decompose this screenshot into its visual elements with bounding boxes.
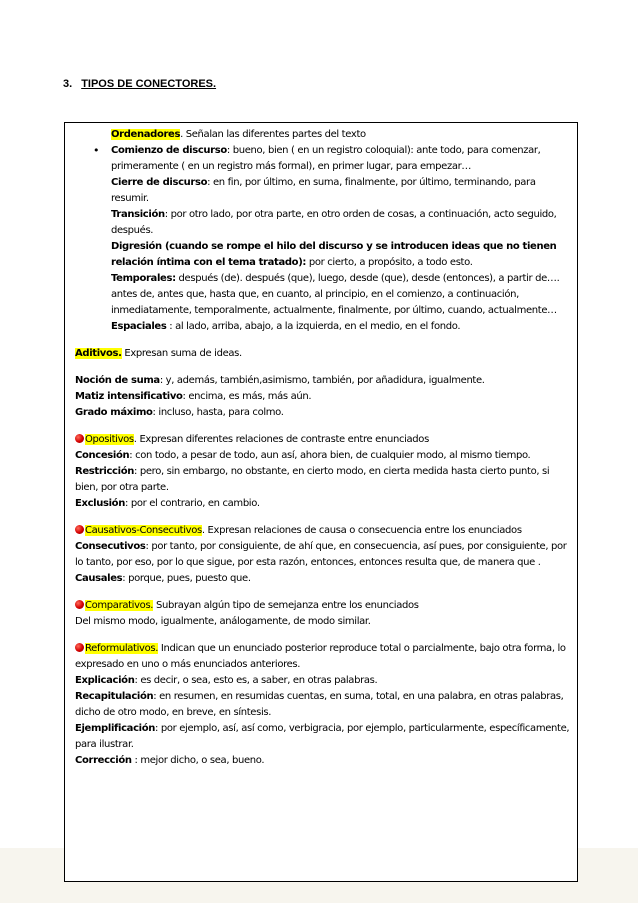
comparativos-header [75, 598, 575, 614]
item-text: : al lado, arriba, abajo, a la izquierda, en el medio, en el fondo. [166, 321, 461, 332]
item-term: Consecutivos [75, 541, 146, 552]
aditivos-desc: Expresan suma de ideas. [121, 348, 242, 359]
aditivos-item [75, 405, 575, 421]
item-term: Matiz intensificativo [75, 391, 183, 402]
item-term: Noción de suma [75, 375, 160, 386]
ordenadores-item [75, 175, 575, 207]
item-text: : en fin, por último, en suma, finalmente, por último, terminando, para resumir. [111, 177, 536, 204]
item-text: : por ejemplo, así, así como, verbigracia, por ejemplo, particularmente, específicamente, para ilustrar. [75, 723, 570, 750]
reformulativos-desc: Indican que un enunciado posterior reproduce total o parcialmente, bajo otra forma, lo expresado en uno o más enunciados anteriores. [75, 643, 566, 670]
opositivos-header [75, 432, 575, 448]
item-text: : mejor dicho, o sea, bueno. [131, 755, 265, 766]
ordenadores-desc: . Señalan las diferentes partes del texto [180, 129, 366, 140]
ordenadores-item [75, 239, 575, 271]
item-term: Exclusión [75, 498, 125, 509]
red-ball-bullet-icon [75, 643, 84, 652]
item-text: : bueno, bien ( en un registro coloquial): ante todo, para comenzar, primeramente ( en un registro más formal), en primer lugar, para empezar… [111, 145, 541, 172]
aditivos-header [75, 346, 575, 362]
red-ball-bullet-icon [75, 434, 84, 443]
causativos-item [75, 539, 575, 571]
opositivos-item [75, 464, 575, 496]
opositivos-desc: . Expresan diferentes relaciones de contraste entre enunciados [133, 434, 429, 445]
ordenadores-header [75, 127, 575, 143]
ordenadores-label: Ordenadores [111, 129, 181, 140]
item-text: : por otro lado, por otra parte, en otro orden de cosas, a continuación, acto seguido, después. [111, 209, 557, 236]
ordenadores-item [75, 143, 575, 175]
item-term: Cierre de discurso [111, 177, 208, 188]
reformulativos-item [75, 673, 575, 689]
opositivos-item [75, 448, 575, 464]
opositivos-label: Opositivos [85, 434, 134, 445]
connectors-content [75, 127, 575, 769]
item-term: Comienzo de discurso [111, 145, 227, 156]
item-text: : porque, pues, puesto que. [122, 573, 251, 584]
item-term: Restricción [75, 466, 134, 477]
item-text: : es decir, o sea, esto es, a saber, en otras palabras. [134, 675, 378, 686]
item-term: Recapitulación [75, 691, 154, 702]
causativos-item [75, 571, 575, 587]
ordenadores-item [75, 319, 575, 335]
item-term: Espaciales [111, 321, 167, 332]
item-term: Causales [75, 573, 123, 584]
comparativos-desc: Subrayan algún tipo de semejanza entre los enunciados [153, 600, 419, 611]
item-text: : encima, es más, más aún. [182, 391, 312, 402]
item-term: Grado máximo [75, 407, 153, 418]
section-title: TIPOS DE CONECTORES. [81, 78, 217, 90]
reformulativos-item [75, 721, 575, 753]
section-number: 3. [63, 78, 73, 90]
ordenadores-item [75, 207, 575, 239]
aditivos-item [75, 373, 575, 389]
comparativos-line: Del mismo modo, igualmente, análogamente, de modo similar. [75, 616, 371, 627]
item-text: después (de). después (que), luego, desde (que), desde (entonces), a partir de…. antes de, antes que, hasta que, en cuanto, al principio, en el comienzo, a continuación, inmediatamente, temporalmente, actualmente, finalmente, por último, cuando, actualmente… [111, 273, 560, 316]
item-text: : con todo, a pesar de todo, aun así, ahora bien, de cualquier modo, al mismo tiempo. [129, 450, 531, 461]
item-text: : por tanto, por consiguiente, de ahí que, en consecuencia, así pues, por consiguiente, por lo tanto, por eso, por lo que sigue, por esta razón, entonces, entonces resulta que, de manera que . [75, 541, 567, 568]
red-ball-bullet-icon [75, 600, 84, 609]
item-text: : pero, sin embargo, no obstante, en cierto modo, en cierta medida hasta cierto punto, si bien, por otra parte. [75, 466, 550, 493]
item-term: Temporales: [111, 273, 176, 284]
connectors-box [64, 122, 578, 882]
causativos-label: Causativos-Consecutivos [85, 525, 202, 536]
reformulativos-item [75, 689, 575, 721]
section-heading [63, 78, 216, 90]
item-text: : por el contrario, en cambio. [124, 498, 260, 509]
item-text: : en resumen, en resumidas cuentas, en suma, total, en una palabra, en otras palabras, dicho de otro modo, en breve, en síntesis. [75, 691, 564, 718]
reformulativos-item [75, 753, 575, 769]
item-term: Ejemplificación [75, 723, 156, 734]
opositivos-item [75, 496, 575, 512]
bullet-dot-icon: • [93, 144, 100, 157]
aditivos-label: Aditivos. [75, 348, 122, 359]
causativos-desc: . Expresan relaciones de causa o consecuencia entre los enunciados [201, 525, 522, 536]
comparativos-label: Comparativos. [85, 600, 154, 611]
item-term: Concesión [75, 450, 130, 461]
reformulativos-label: Reformulativos. [85, 643, 159, 654]
reformulativos-header [75, 641, 575, 673]
item-text: : incluso, hasta, para colmo. [152, 407, 284, 418]
item-text: por cierto, a propósito, a todo esto. [306, 257, 473, 268]
item-text: : y, además, también,asimismo, también, por añadidura, igualmente. [159, 375, 485, 386]
item-term: Corrección [75, 755, 132, 766]
item-term: Transición [111, 209, 165, 220]
item-term: Explicación [75, 675, 135, 686]
causativos-header [75, 523, 575, 539]
item-term: Digresión (cuando se rompe el hilo del discurso y se introducen ideas que no tienen relación íntima con el tema tratado): [111, 241, 557, 268]
red-ball-bullet-icon [75, 525, 84, 534]
aditivos-item [75, 389, 575, 405]
ordenadores-item [75, 271, 575, 319]
